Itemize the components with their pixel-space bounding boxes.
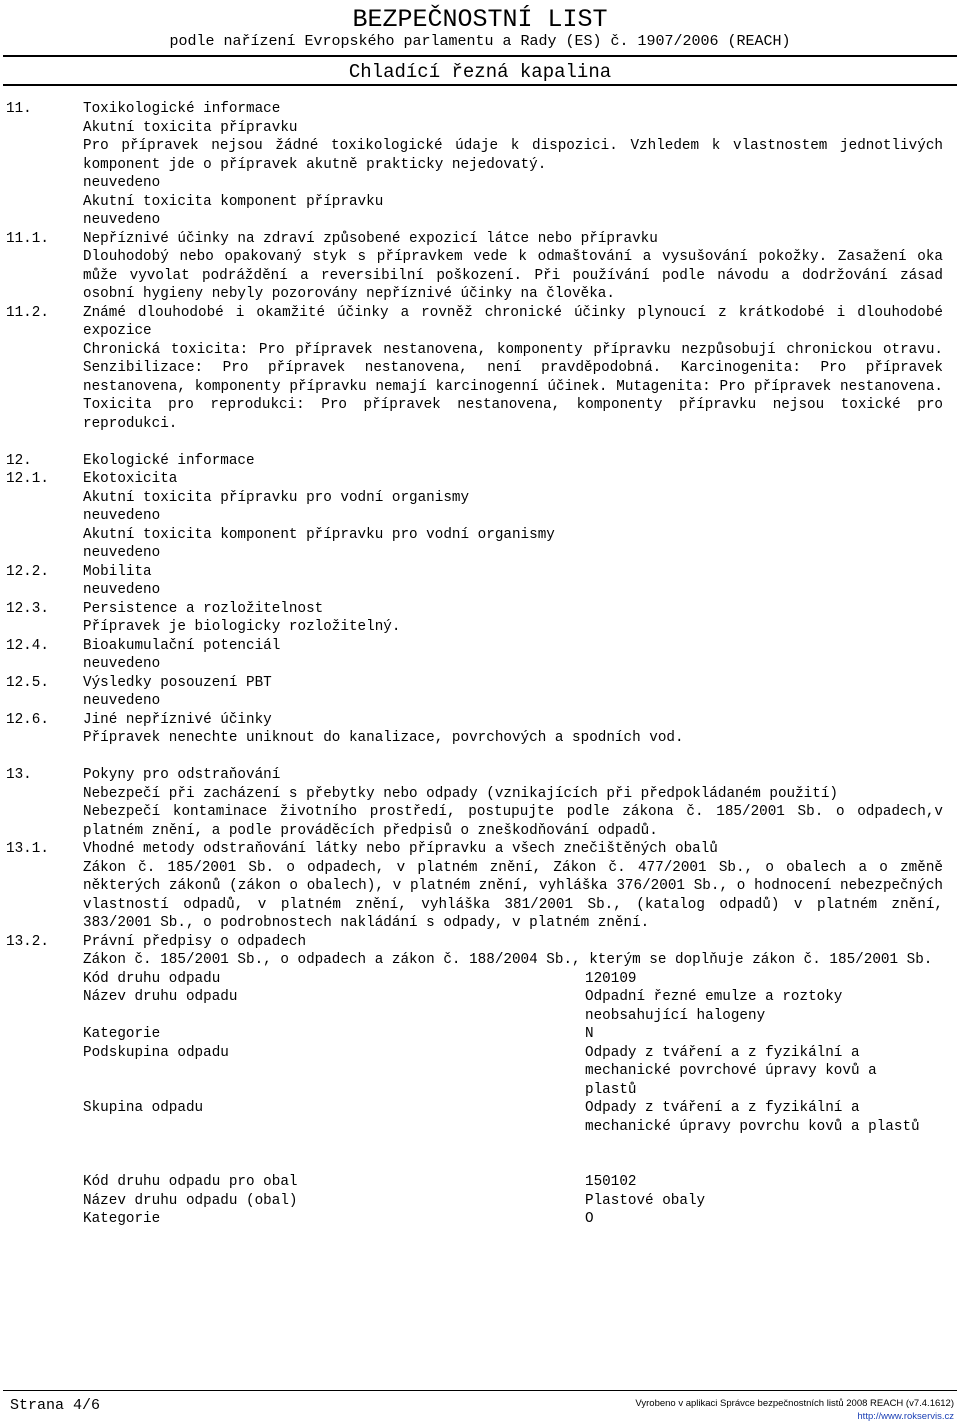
section-title: Známé dlouhodobé i okamžité účinky a rovněž chronické účinky plynoucí z krátkodobé i dlouhodobé expozice [83,304,943,339]
section-number: 11.2. [6,304,49,321]
paragraph: Přípravek nenechte uniknout do kanalizace, povrchových a spodních vod. [83,730,684,746]
paragraph: neuvedeno [83,693,161,709]
section-number: 12.5. [6,674,49,691]
document-title: BEZPEČNOSTNÍ LIST [352,5,608,34]
subheading: Akutní toxicita přípravku pro vodní organismy [83,489,470,506]
waste-value: Odpady z tváření a z fyzikální a mechanické úpravy povrchu kovů a plastů [585,1100,920,1135]
subheading: Akutní toxicita komponent přípravku pro vodní organismy [83,526,555,543]
packaging-category-row [0,1210,960,1229]
paragraph: neuvedeno [83,508,161,524]
page-number: Strana 4/6 [10,1397,101,1414]
waste-label: Kategorie [83,1026,161,1042]
section-title: Pokyny pro odstraňování [83,767,281,783]
section-12-heading [0,452,960,471]
header-divider [3,84,957,86]
section-13-2-heading [0,933,960,952]
section-number: 12.3. [6,600,49,617]
footer-credit [635,1397,954,1423]
section-title: Mobilita [83,563,152,580]
paragraph: Zákon č. 185/2001 Sb., o odpadech a zákon č. 188/2004 Sb., kterým se doplňuje zákon č. 185/2001 Sb. [83,952,933,968]
paragraph: neuvedeno [83,212,161,228]
paragraph: Přípravek je biologicky rozložitelný. [83,619,401,635]
subheading: Nebezpečí při zacházení s přebytky nebo odpady (vznikajících při předpokládaném použití) [83,785,838,802]
section-number: 12.6. [6,711,49,728]
section-title: Bioakumulační potenciál [83,637,281,654]
section-12-2-heading [0,563,960,582]
waste-subgroup-row [0,1044,960,1100]
document-body [0,100,960,1229]
section-number: 12.4. [6,637,49,654]
waste-name-row [0,988,960,1025]
header-divider [3,55,957,57]
section-11-2-heading [0,304,960,341]
section-number: 12.2. [6,563,49,580]
section-title: Toxikologické informace [83,101,281,117]
vendor-link[interactable]: http://www.rokservis.cz [857,1411,954,1422]
section-12-3-heading [0,600,960,619]
section-number: 13. [6,767,32,783]
generator-note: Vyrobeno v aplikaci Správce bezpečnostních listů 2008 REACH (v7.4.1612) [635,1398,954,1409]
waste-value: N [585,1026,594,1042]
paragraph: Nebezpečí kontaminace životního prostředí, postupujte podle zákona č. 185/2001 Sb. o odpadech,v platném znění, a podle prováděcích předpisů o zneškodňování odpadů. [83,804,943,839]
waste-label: Název druhu odpadu [83,989,238,1005]
waste-value: Plastové obaly [585,1192,706,1209]
section-13-heading [0,766,960,785]
paragraph: Pro přípravek nejsou žádné toxikologické údaje k dispozici. Vzhledem k vlastnostem jednotlivých komponent jde o přípravek akutně prakticky nejedovatý. [83,138,943,173]
paragraph: neuvedeno [83,175,161,191]
paragraph: Dlouhodobý nebo opakovaný styk s přípravkem vede k odmaštování a vysušování pokožky. Zasažení oka může vyvolat podráždění a reversibilní poškození. Při používání podle návodu a dodržování zásad osobní hygieny nebyly pozorovány nepříznivé účinky na člověka. [83,249,943,302]
section-number: 12.1. [6,471,49,487]
section-number: 11. [6,101,32,117]
section-number: 13.2. [6,933,49,950]
packaging-name-row [0,1192,960,1211]
section-12-1-heading [0,470,960,489]
subheading: Akutní toxicita přípravku [83,119,298,136]
section-number: 13.1. [6,841,49,857]
section-title: Výsledky posouzení PBT [83,674,272,691]
waste-category-row [0,1025,960,1044]
section-12-5-heading [0,674,960,693]
section-number: 12. [6,452,32,469]
packaging-code-row [0,1173,960,1192]
waste-value: 150102 [585,1174,637,1190]
section-12-6-heading [0,711,960,730]
waste-label: Skupina odpadu [83,1100,204,1116]
document-header [0,0,960,86]
footer-divider [3,1390,957,1391]
section-title: Nepříznivé účinky na zdraví způsobené expozicí látce nebo přípravku [83,230,658,247]
waste-label: Kód druhu odpadu [83,970,221,987]
waste-label: Kategorie [83,1211,161,1227]
waste-value: 120109 [585,970,637,987]
regulation-subtitle: podle nařízení Evropského parlamentu a Rady (ES) č. 1907/2006 (REACH) [169,33,791,50]
section-number: 11.1. [6,230,49,247]
waste-group-row [0,1099,960,1136]
section-11-heading [0,100,960,119]
section-11-1-heading [0,230,960,249]
paragraph: neuvedeno [83,656,161,672]
waste-value: O [585,1211,594,1227]
paragraph: Zákon č. 185/2001 Sb. o odpadech, v platném znění, Zákon č. 477/2001 Sb., o obalech a o změně některých zákonů (zákon o obalech), v platném znění, vyhláška 376/2001 Sb., o hodnocení nebezpečných vlastností odpadů, v platném znění, vyhláška 381/2001 Sb., (katalog odpadů) v platném znění, 383/2001 Sb., o podrobnostech nakládání s odpady, v platném znění. [83,859,943,931]
product-name: Chladící řezná kapalina [348,61,612,83]
paragraph: Chronická toxicita: Pro přípravek nestanovena, komponenty přípravku nezpůsobují chronickou otravu. Senzibilizace: Pro přípravek nestanovena, není pravděpodobná. Karcinogenita: Pro přípravek nestanovena, komponenty přípravku nemají karcinogenní účinek. Mutagenita: Pro přípravek nestanovena. Toxicita pro reprodukci: Pro přípravek nestanovena, komponenty přípravku nejsou toxické pro reprodukci. [83,341,943,432]
section-title: Jiné nepříznivé účinky [83,711,272,728]
section-12-4-heading [0,637,960,656]
section-title: Ekologické informace [83,452,255,469]
paragraph: neuvedeno [83,545,161,561]
section-title: Persistence a rozložitelnost [83,600,324,617]
section-title: Vhodné metody odstraňování látky nebo přípravku a všech znečištěných obalů [83,841,718,857]
waste-label: Podskupina odpadu [83,1044,229,1061]
waste-label: Název druhu odpadu (obal) [83,1192,298,1209]
waste-code-row [0,970,960,989]
section-title: Ekotoxicita [83,471,178,487]
waste-value: Odpadní řezné emulze a roztoky neobsahující halogeny [585,989,843,1024]
section-title: Právní předpisy o odpadech [83,933,307,950]
waste-value: Odpady z tváření a z fyzikální a mechanické povrchové úpravy kovů a plastů [585,1044,877,1098]
waste-label: Kód druhu odpadu pro obal [83,1174,298,1190]
section-13-1-heading [0,840,960,859]
subheading: Akutní toxicita komponent přípravku [83,193,384,210]
paragraph: neuvedeno [83,582,161,598]
